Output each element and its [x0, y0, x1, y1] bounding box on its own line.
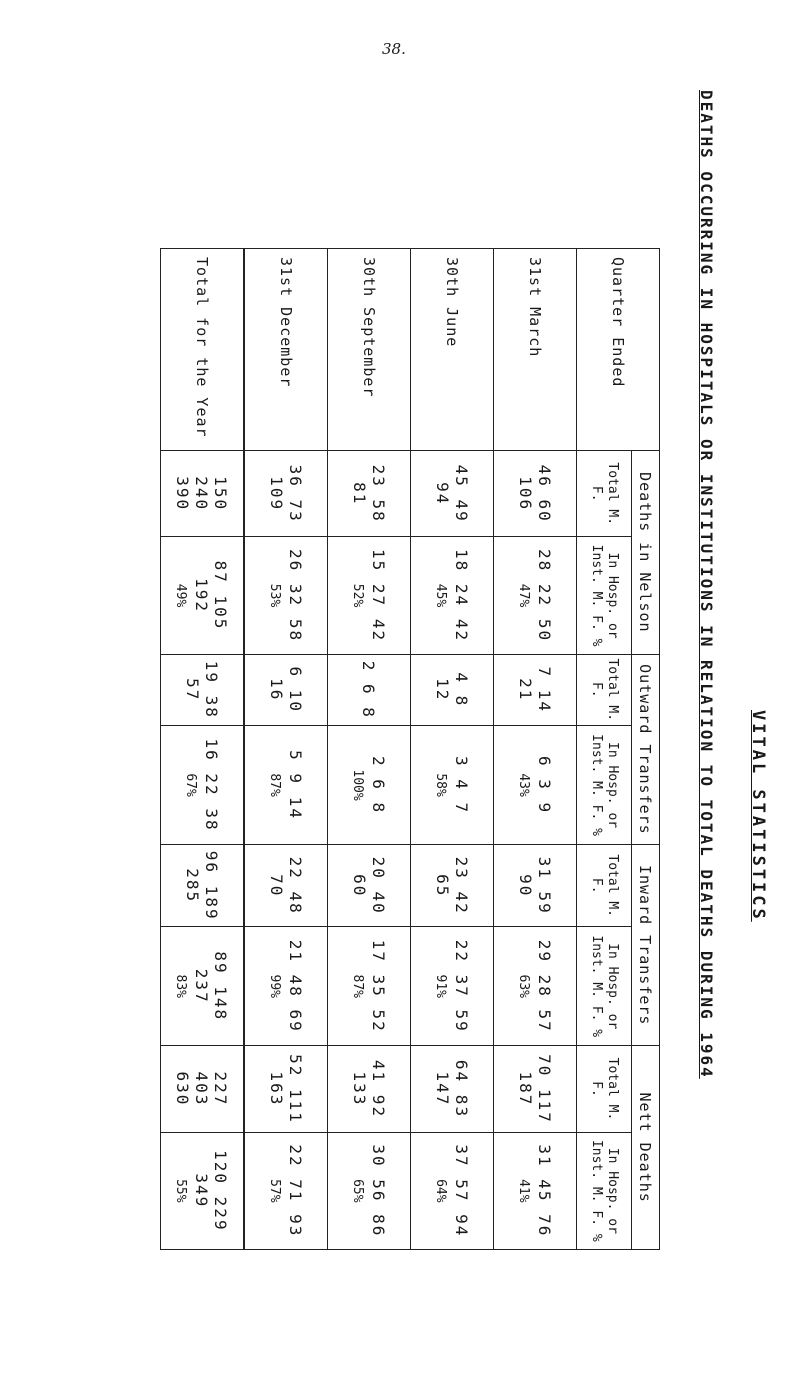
- table-row: [494, 249, 577, 1250]
- page-title: VITAL STATISTICS: [748, 710, 768, 922]
- hosp-percent: 49%: [173, 583, 189, 608]
- total-values: 41 92 133: [350, 1059, 388, 1119]
- total-values: 227 403 630: [173, 1071, 231, 1107]
- hosp-cell: [328, 927, 411, 1046]
- group-header-deaths: Deaths in Nelson: [632, 451, 660, 655]
- hosp-cell: [161, 725, 245, 844]
- total-values: 7 14 21: [516, 666, 554, 714]
- hosp-percent: 67%: [183, 773, 198, 797]
- hosp-cell: [494, 927, 577, 1046]
- subheader-hosp: In Hosp. or Inst. M. F. %: [577, 1132, 632, 1249]
- group-header-inward: Inward Transfers: [632, 845, 660, 1046]
- total-cell: [244, 654, 328, 725]
- total-cell: [494, 654, 577, 725]
- quarter-header: Quarter Ended: [577, 249, 660, 451]
- total-values: 96 189 285: [183, 850, 221, 921]
- hosp-cell: [411, 1132, 494, 1249]
- hosp-cell: [494, 1132, 577, 1249]
- total-values: 23 42 65: [433, 856, 471, 915]
- total-cell: [411, 654, 494, 725]
- hosp-cell: [161, 537, 245, 654]
- hosp-percent: 64%: [433, 1179, 448, 1203]
- hosp-values: 22 71 93: [286, 1144, 305, 1238]
- hosp-values: 6 3 9: [535, 755, 554, 815]
- hosp-values: 28 22 50: [535, 549, 554, 643]
- hosp-cell: [411, 537, 494, 654]
- hosp-values: 3 4 7: [452, 755, 471, 815]
- quarter-label: 31st December: [244, 249, 328, 451]
- total-cell: [411, 845, 494, 927]
- total-cell: [161, 845, 245, 927]
- hosp-percent: 47%: [516, 583, 531, 608]
- quarter-label: 30th June: [411, 249, 494, 451]
- hosp-values: 2 6 8: [369, 755, 388, 815]
- total-values: 52 111 163: [267, 1054, 305, 1124]
- group-header-nett: Nett Deaths: [632, 1046, 660, 1250]
- total-values: 2 6 8: [359, 660, 379, 719]
- hosp-values: 15 27 42: [369, 549, 388, 643]
- hosp-percent: 87%: [267, 773, 282, 797]
- total-values: 31 59 90: [516, 856, 554, 915]
- hosp-cell: [244, 725, 328, 844]
- quarter-label: 31st March: [494, 249, 577, 451]
- hosp-values: 17 35 52: [369, 939, 388, 1033]
- total-cell: [411, 451, 494, 537]
- hosp-values: 22 37 59: [452, 939, 471, 1033]
- hosp-percent: 53%: [267, 583, 282, 608]
- total-values: 22 48 70: [267, 856, 305, 915]
- total-values: 19 38 57: [183, 660, 221, 719]
- total-cell: [161, 654, 245, 725]
- hosp-percent: 83%: [173, 974, 189, 998]
- subheader-hosp: In Hosp. or Inst. M. F. %: [577, 537, 632, 654]
- hosp-percent: 45%: [433, 583, 448, 608]
- hosp-values: 16 22 38: [202, 738, 221, 832]
- hosp-percent: 41%: [516, 1179, 531, 1203]
- hosp-cell: [244, 1132, 328, 1249]
- table-row: [161, 249, 245, 1250]
- hosp-values: 31 45 76: [535, 1144, 554, 1238]
- hosp-cell: [161, 1132, 245, 1249]
- quarter-label: 30th September: [328, 249, 411, 451]
- total-cell: [161, 451, 245, 537]
- table-row: [244, 249, 328, 1250]
- subheader-hosp: In Hosp. or Inst. M. F. %: [577, 725, 632, 844]
- subheader-total: Total M. F.: [577, 1046, 632, 1132]
- hosp-percent: 52%: [350, 583, 365, 608]
- hosp-cell: [494, 725, 577, 844]
- hosp-percent: 43%: [516, 773, 531, 797]
- page-subtitle: DEATHS OCCURRING IN HOSPITALS OR INSTITUTIONS IN RELATION TO TOTAL DEATHS DURING 1964: [697, 90, 716, 1079]
- hosp-cell: [494, 537, 577, 654]
- hosp-percent: 99%: [267, 974, 282, 998]
- hosp-cell: [411, 927, 494, 1046]
- hosp-values: 30 56 86: [369, 1144, 388, 1238]
- subheader-total: Total M. F.: [577, 845, 632, 927]
- table-row: [328, 249, 411, 1250]
- hosp-percent: 58%: [433, 773, 448, 797]
- subheader-hosp: In Hosp. or Inst. M. F. %: [577, 927, 632, 1046]
- total-cell: [494, 451, 577, 537]
- hosp-cell: [411, 725, 494, 844]
- total-cell: [244, 451, 328, 537]
- total-cell: [244, 845, 328, 927]
- total-values: 20 40 60: [350, 856, 388, 915]
- quarter-label: Total for the Year: [161, 249, 245, 451]
- total-cell: [411, 1046, 494, 1132]
- hosp-values: 18 24 42: [452, 549, 471, 643]
- total-values: 46 60 106: [516, 464, 554, 523]
- hosp-percent: 87%: [350, 974, 365, 998]
- total-values: 36 73 109: [267, 464, 305, 523]
- total-values: 45 49 94: [433, 464, 471, 523]
- total-values: 6 10 16: [267, 666, 305, 714]
- hosp-cell: [244, 927, 328, 1046]
- hosp-percent: 91%: [433, 974, 448, 998]
- total-cell: [161, 1046, 245, 1132]
- hosp-values: 87 105 192: [192, 560, 231, 631]
- total-cell: [328, 654, 411, 725]
- hosp-cell: [328, 537, 411, 654]
- table-row: [411, 249, 494, 1250]
- hosp-cell: [244, 537, 328, 654]
- total-values: 4 8 12: [433, 672, 471, 708]
- total-values: 23 58 81: [350, 464, 388, 523]
- total-cell: [328, 1046, 411, 1132]
- hosp-values: 89 148 237: [192, 951, 231, 1022]
- hosp-percent: 65%: [350, 1179, 365, 1203]
- subheader-total: Total M. F.: [577, 654, 632, 725]
- total-cell: [328, 845, 411, 927]
- hosp-values: 120 229 349: [192, 1150, 231, 1232]
- hosp-cell: [328, 725, 411, 844]
- statistics-table: [160, 248, 660, 1250]
- hosp-values: 37 57 94: [452, 1144, 471, 1238]
- hosp-values: 29 28 57: [535, 939, 554, 1033]
- group-header-outward: Outward Transfers: [632, 654, 660, 845]
- hosp-values: 26 32 58: [286, 549, 305, 643]
- hosp-values: 21 48 69: [286, 939, 305, 1033]
- page-number: 38.: [382, 40, 406, 58]
- hosp-cell: [328, 1132, 411, 1249]
- hosp-percent: 63%: [516, 974, 531, 998]
- hosp-percent: 100%: [350, 769, 365, 801]
- total-values: 70 117 187: [516, 1054, 554, 1124]
- total-cell: [494, 1046, 577, 1132]
- total-values: 64 83 147: [433, 1059, 471, 1119]
- total-cell: [328, 451, 411, 537]
- hosp-cell: [161, 927, 245, 1046]
- hosp-values: 5 9 14: [286, 750, 305, 820]
- total-values: 150 240 390: [173, 476, 231, 512]
- hosp-percent: 55%: [173, 1179, 189, 1203]
- total-cell: [244, 1046, 328, 1132]
- subheader-total: Total M. F.: [577, 451, 632, 537]
- hosp-percent: 57%: [267, 1179, 282, 1203]
- total-cell: [494, 845, 577, 927]
